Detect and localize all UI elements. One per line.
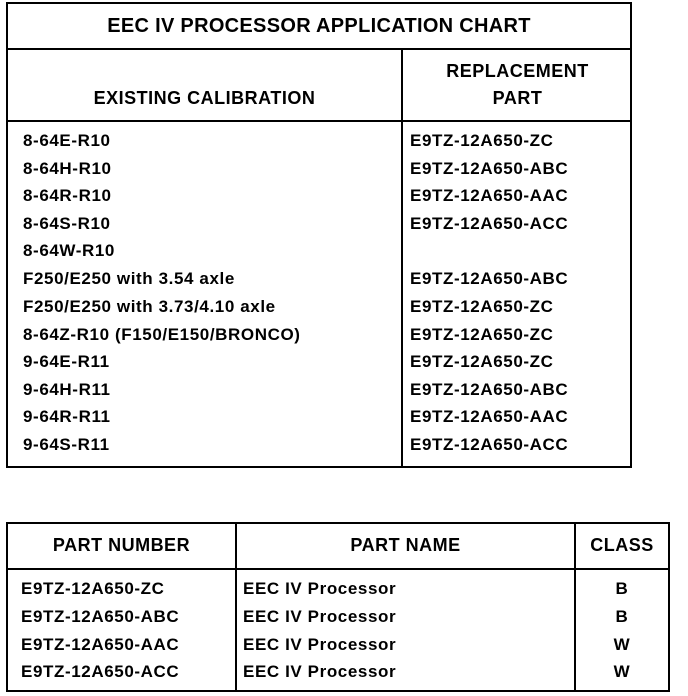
part-cell: E9TZ-12A650-ACC xyxy=(410,435,569,454)
calibration-cell: 8-64W-R10 xyxy=(23,241,115,260)
part-cell: E9TZ-12A650-ABC xyxy=(410,380,569,399)
part-cell: E9TZ-12A650-ABC xyxy=(410,269,569,288)
part-cell: E9TZ-12A650-ZC xyxy=(410,131,554,150)
part-number-cell: E9TZ-12A650-ABC xyxy=(21,607,180,626)
existing-calibration-header: EXISTING CALIBRATION xyxy=(93,88,316,108)
class-header: CLASS xyxy=(590,535,654,555)
part-name-cell: EEC IV Processor xyxy=(243,607,397,626)
part-name-cell: EEC IV Processor xyxy=(243,635,397,654)
class-cell: B xyxy=(615,607,629,626)
class-cell: W xyxy=(613,635,631,654)
title-divider xyxy=(8,48,630,50)
calibration-cell: 9-64R-R11 xyxy=(23,407,111,426)
part-cell: E9TZ-12A650-ZC xyxy=(410,325,554,344)
part-name-cell: EEC IV Processor xyxy=(243,579,397,598)
part-name-cell: EEC IV Processor xyxy=(243,662,397,681)
part-cell: E9TZ-12A650-ZC xyxy=(410,352,554,371)
chart-title: EEC IV PROCESSOR APPLICATION CHART xyxy=(107,14,531,37)
column-divider xyxy=(401,48,403,466)
calibration-cell: F250/E250 with 3.73/4.10 axle xyxy=(23,297,276,316)
class-cell: W xyxy=(613,662,631,681)
part-number-cell: E9TZ-12A650-ACC xyxy=(21,662,180,681)
parts-table xyxy=(6,522,670,692)
calibration-cell: 8-64H-R10 xyxy=(23,159,112,178)
calibration-cell: 8-64Z-R10 (F150/E150/BRONCO) xyxy=(23,325,301,344)
part-cell: E9TZ-12A650-AAC xyxy=(410,407,569,426)
part-number-header: PART NUMBER xyxy=(52,535,191,555)
part-cell: E9TZ-12A650-ABC xyxy=(410,159,569,178)
part-number-cell: E9TZ-12A650-ZC xyxy=(21,579,165,598)
calibration-cell: F250/E250 with 3.54 axle xyxy=(23,269,235,288)
calibration-cell: 8-64E-R10 xyxy=(23,131,111,150)
calibration-cell: 8-64R-R10 xyxy=(23,186,112,205)
application-chart-table xyxy=(6,2,632,468)
header-divider xyxy=(8,120,630,122)
part-cell: E9TZ-12A650-ACC xyxy=(410,214,569,233)
part-cell: E9TZ-12A650-AAC xyxy=(410,186,569,205)
calibration-cell: 9-64S-R11 xyxy=(23,435,110,454)
class-cell: B xyxy=(615,579,629,598)
replacement-part-header-line1: REPLACEMENT xyxy=(446,61,589,81)
part-number-cell: E9TZ-12A650-AAC xyxy=(21,635,180,654)
replacement-part-header-line2: PART xyxy=(492,88,543,108)
part-name-header: PART NAME xyxy=(350,535,461,555)
calibration-cell: 8-64S-R10 xyxy=(23,214,111,233)
calibration-cell: 9-64E-R11 xyxy=(23,352,110,371)
header-divider xyxy=(8,568,668,570)
calibration-cell: 9-64H-R11 xyxy=(23,380,111,399)
part-cell: E9TZ-12A650-ZC xyxy=(410,297,554,316)
